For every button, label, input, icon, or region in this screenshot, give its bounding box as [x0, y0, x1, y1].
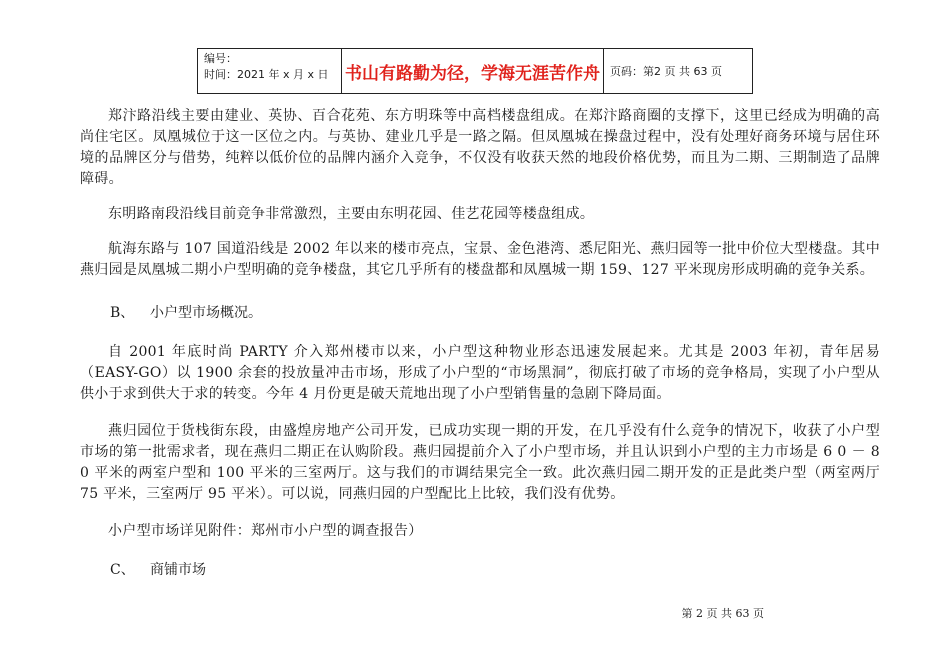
- paragraph-zhengbian-road: 郑汴路沿线主要由建业、英协、百合花苑、东方明珠等中高档楼盘组成。在郑汴路商圈的支撑下，这里已经成为明确的高尚住宅区。凤凰城位于这一区位之内。与英协、建业几乎是一路之隔。但凤凰城在操盘过程中，没有处理好商务环境与居住环境的品牌区分与借势，纯粹以低价位的品牌内涵介入竞争，不仅没有收获天然的地段价格优势，而且为二期、三期制造了品牌障碍。: [80, 108, 880, 187]
- page-total: 63: [693, 64, 708, 78]
- section-c-title: 商铺市场: [150, 562, 206, 578]
- header-page-info: [604, 49, 752, 93]
- page-suffix: 页: [711, 65, 722, 78]
- time-label: 时间：2021 年 x 月 x 日: [204, 68, 329, 81]
- section-b-number: B、: [110, 305, 135, 321]
- footer-suffix: 页: [753, 607, 764, 620]
- page-current: 2: [654, 64, 661, 78]
- paragraph-yanguiyuan: 燕归园位于货栈街东段，由盛煌房地产公司开发，已成功实现一期的开发，在几乎没有什么竞争的情况下，收获了小户型市场的第一批需求者，现在燕归二期正在认购阶段。燕归园提前介入了小户型市场，并且认识到小户型的主力市场是 6 0 － 8 0 平米的两室户型和 100 平米的三室两厅。这与我们的市调结果完全一致。此次燕归园二期开发的正是此类户型（两室两厅 75 平米，三室两厅 95 平米）。可以说，同燕归园的户型配比上比较，我们没有优势。: [80, 423, 880, 502]
- section-b-title: 小户型市场概况。: [150, 305, 262, 321]
- page-mid: 页 共: [664, 65, 690, 78]
- section-heading-c: [80, 560, 880, 581]
- section-c-number: C、: [110, 562, 135, 578]
- document-body: [80, 106, 880, 581]
- paragraph-dongming-road: 东明路南段沿线目前竞争非常激烈，主要由东明花园、佳艺花园等楼盘组成。: [108, 206, 595, 222]
- footer-current: 2: [696, 607, 703, 620]
- footer-mid: 页 共: [706, 607, 732, 620]
- page-header: [197, 48, 753, 94]
- page-footer: [682, 605, 765, 621]
- paragraph-hanghai-road: 航海东路与 107 国道沿线是 2002 年以来的楼市亮点，宝景、金色港湾、悉尼阳光、燕归园等一批中价位大型楼盘。其中燕归园是凤凰城二期小户型明确的竞争楼盘，其它几乎所有的楼盘都和凤凰城一期 159、127 平米现房形成明确的竞争关系。: [80, 241, 880, 278]
- header-motto: 书山有路勤为径，学海无涯苦作舟: [342, 49, 604, 93]
- section-heading-b: [80, 303, 880, 324]
- footer-total: 63: [735, 607, 750, 620]
- paragraph-appendix-note: 小户型市场详见附件：郑州市小户型的调查报告）: [108, 523, 423, 539]
- footer-prefix: 第: [681, 607, 693, 620]
- number-label: 编号：: [204, 52, 237, 65]
- paragraph-small-unit-overview: 自 2001 年底时尚 PARTY 介入郑州楼市以来，小户型这种物业形态迅速发展起来。尤其是 2003 年初，青年居易（EASY-GO）以 1900 余套的投放量冲击市场，形成了小户型的“市场黑洞”，彻底打破了市场的竞争格局，实现了小户型从供小于求到供大于求的转变。今年 4 月份更是破天荒地出现了小户型销售量的急剧下降局面。: [80, 344, 880, 402]
- page-label: 页码：第: [610, 65, 654, 78]
- header-meta: [198, 49, 342, 93]
